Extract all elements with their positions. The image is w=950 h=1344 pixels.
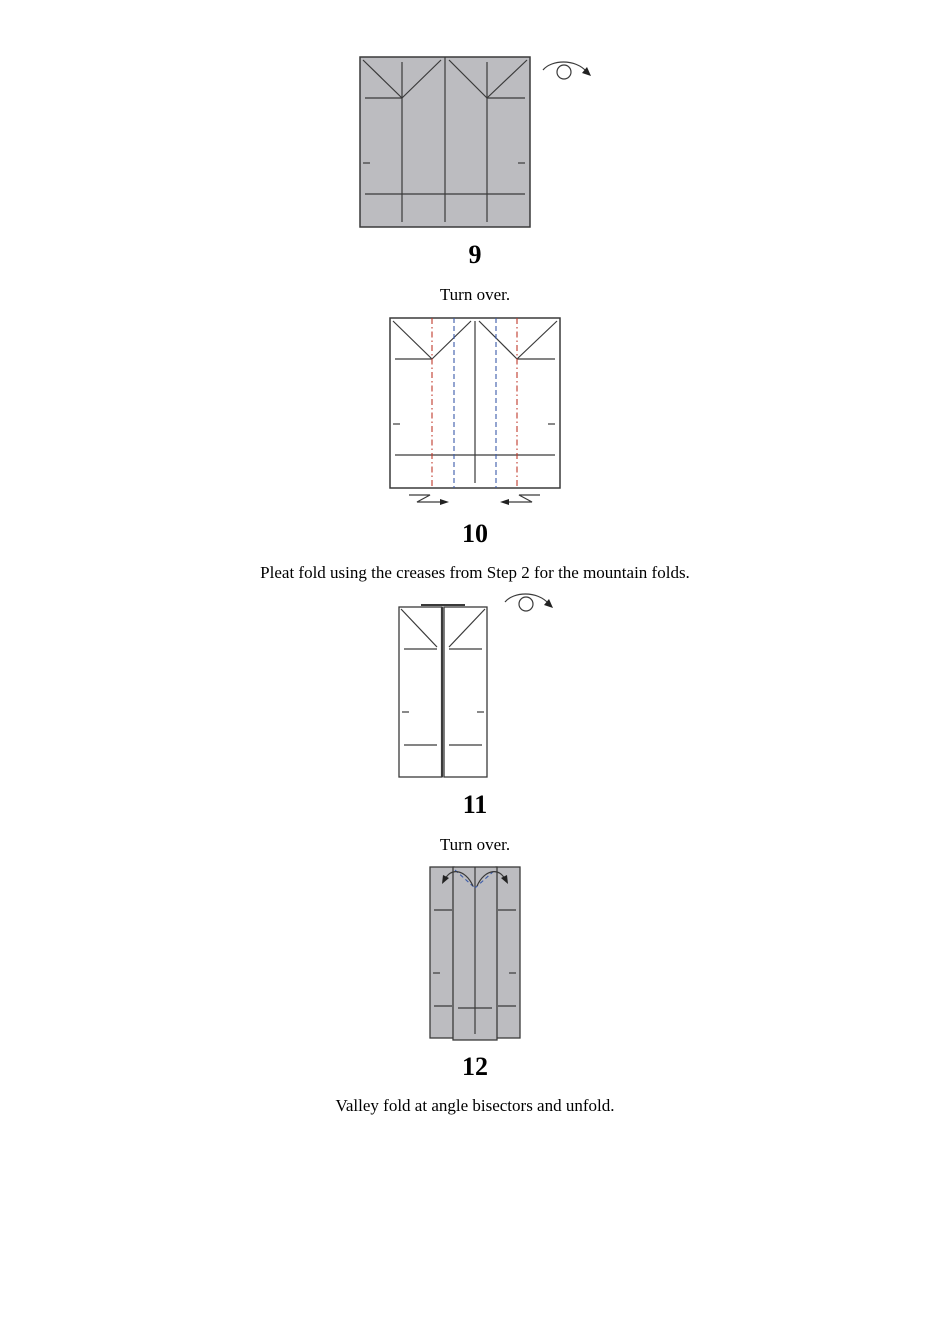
step-12-diagram bbox=[425, 862, 525, 1044]
step-10-diagram bbox=[385, 313, 565, 513]
step-number-12: 12 bbox=[462, 1052, 488, 1081]
pleat-arrow-icon bbox=[409, 495, 540, 505]
left-panel bbox=[399, 607, 442, 777]
step-number-9: 9 bbox=[468, 240, 482, 269]
turn-over-arrow-icon bbox=[543, 62, 591, 79]
turn-over-arrow-icon bbox=[505, 594, 553, 611]
step-9-diagram bbox=[355, 52, 600, 232]
left-flap bbox=[430, 867, 454, 1038]
right-flap bbox=[496, 867, 520, 1038]
step-number-11: 11 bbox=[462, 790, 488, 819]
step-10-instruction: Pleat fold using the creases from Step 2 for the mountain folds. bbox=[260, 563, 690, 582]
step-12-instruction: Valley fold at angle bisectors and unfold. bbox=[335, 1096, 615, 1115]
right-panel bbox=[444, 607, 487, 777]
step-number-10: 10 bbox=[462, 519, 488, 548]
step-11-instruction: Turn over. bbox=[439, 835, 511, 854]
step-11-diagram bbox=[394, 590, 559, 785]
step-9-instruction: Turn over. bbox=[439, 285, 511, 304]
